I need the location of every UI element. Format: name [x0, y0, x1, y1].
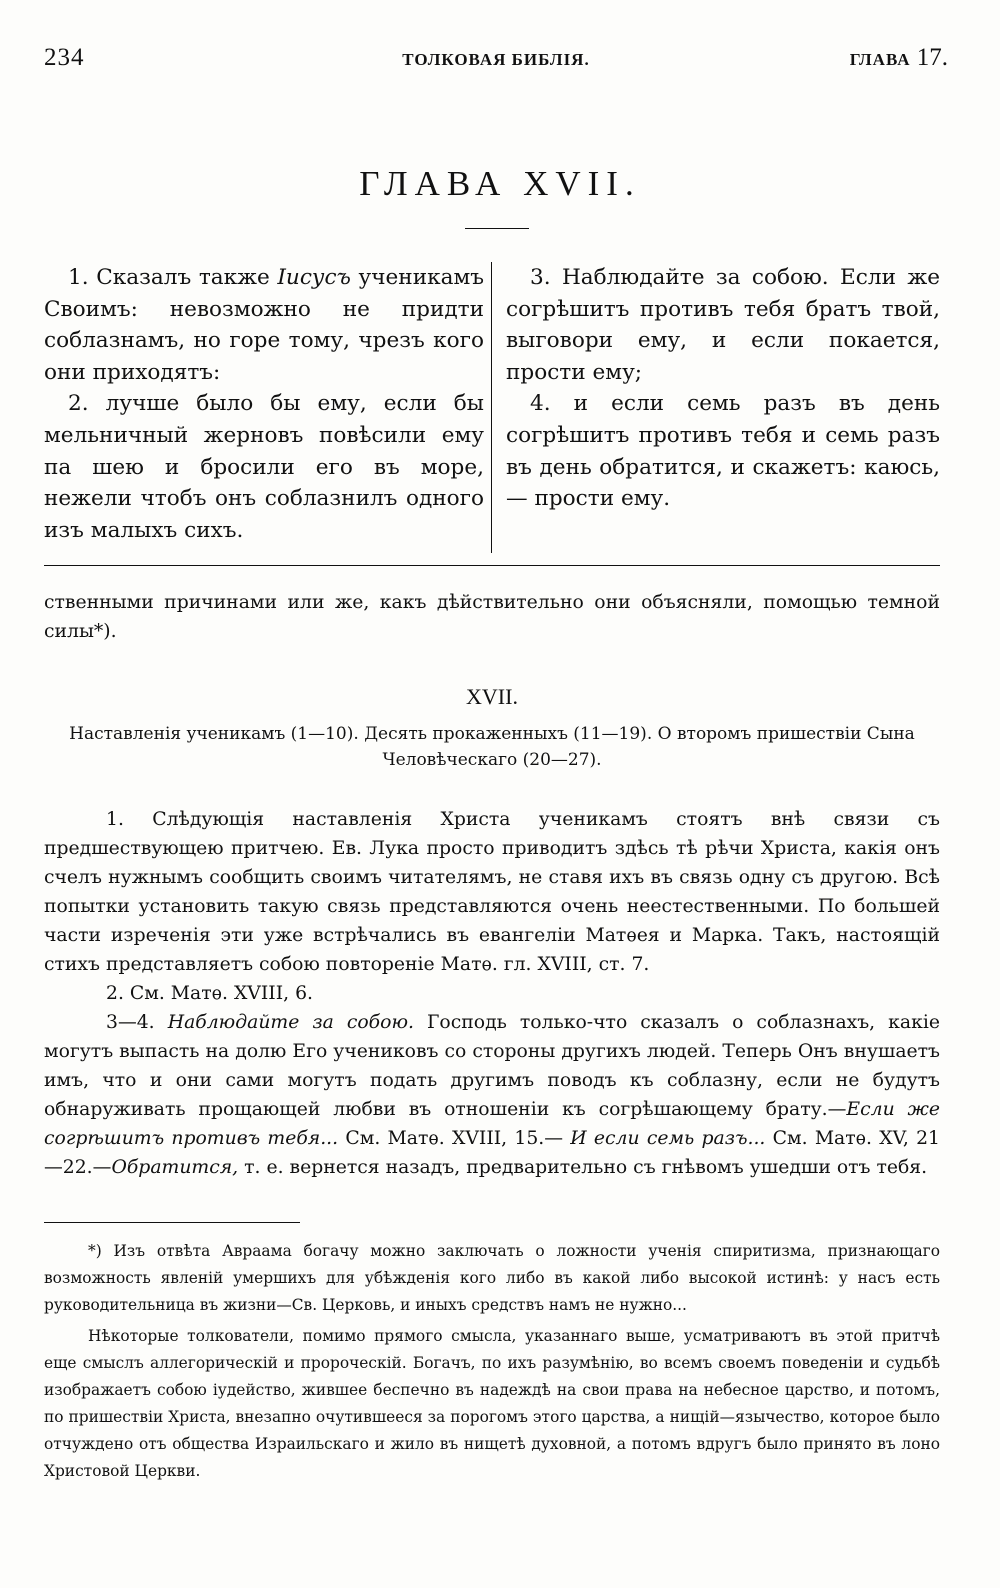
commentary-paragraph-3	[44, 1008, 940, 1182]
p3-text-4: т. е. вернется назадъ, предварительно съ гнѣвомъ ушедши отъ тебя.	[238, 1157, 928, 1178]
scripture-column-right	[506, 262, 940, 515]
section-number: XVII.	[466, 684, 518, 709]
verse-1	[44, 262, 484, 388]
verse-2: 2. лучше было бы ему, если бы мельничный жерновъ повѣсили ему па шею и бросили его въ море, нежели чтобъ онъ соблазнилъ одного изъ малыхъ сихъ.	[44, 391, 484, 543]
p3-text-1: Господь только-что сказалъ о соблазнахъ, какіе могутъ выпасть на долю Его учениковъ со стороны другихъ людей. Теперь Онъ внушаетъ имъ, что и они сами могутъ подать другимъ поводъ къ соблазну, если не будутъ обнаруживать прощающей любви въ отношеніи къ согрѣшающему брату.—	[44, 1012, 940, 1120]
verse-1-start: 1. Сказалъ также	[68, 265, 278, 290]
scripture-column-left	[44, 262, 484, 546]
p3-lemma-1: Наблюдайте за собою.	[167, 1012, 414, 1033]
section-summary: Наставленія ученикамъ (1—10). Десять прокаженныхъ (11—19). О второмъ пришествіи Сына Человѣческаго (20—27).	[69, 724, 915, 770]
verse-4: 4. и если семь разъ въ день согрѣшитъ противъ тебя и семь разъ въ день обратится, и скажетъ: каюсь, — прости ему.	[506, 391, 940, 512]
page-number: 234	[44, 44, 85, 71]
title-divider	[465, 228, 529, 229]
p3-ref: 3—4.	[106, 1012, 155, 1033]
verse-3: 3. Наблюдайте за собою. Если же согрѣшитъ противъ тебя братъ твой, выговори ему, и если покается, прости ему;	[506, 265, 940, 385]
scripture-columns	[44, 262, 940, 562]
verse-1-end: ученикамъ Своимъ: невозможно не придти соблазнамъ, но горе тому, чрезъ кого они приходятъ:	[44, 265, 484, 385]
chapter-number: 17.	[916, 44, 948, 71]
p3-text-3: См. Матѳ. XV, 21—22.—	[44, 1128, 940, 1178]
footnotes	[44, 1238, 940, 1489]
p3-lemma-3: И если семь разъ...	[570, 1128, 766, 1149]
commentary-paragraph-2: 2. См. Матѳ. XVIII, 6.	[106, 983, 313, 1004]
text-commentary-divider	[44, 565, 940, 566]
footnote-divider	[44, 1222, 300, 1223]
footnote-2: Нѣкоторые толкователи, помимо прямого смысла, указаннаго выше, усматриваютъ въ этой притчѣ еще смыслъ аллегорическій и пророческій. Богачъ, по ихъ разумѣнію, во всемъ своемъ поведеніи и судьбѣ изображаетъ собою іудейство, жившее беспечно въ надеждѣ на свои права на небесное царство, и потомъ, по пришествіи Христа, внезапно очутившееся за порогомъ этого царства, а нищій—язычество, которое было отчуждено отъ общества Израильскаго и жило въ нищетѣ духовной, а потомъ вдругъ было принято въ лоно Христовой Церкви.	[44, 1327, 940, 1480]
p3-text-2: См. Матѳ. XVIII, 15.—	[338, 1128, 571, 1149]
chapter-title: ГЛАВА XVII.	[359, 164, 641, 203]
column-separator	[491, 262, 492, 553]
footnote-1: *) Изъ отвѣта Авраама богачу можно заключать о ложности ученія спиритизма, признающаго возможность явленій умершихъ для убѣжденія кого либо въ какой либо высокой истинѣ: у насъ есть руководительница въ жизни—Св. Церковь, и иныхъ средствъ намъ не нужно...	[44, 1242, 940, 1314]
commentary-continuation: ственными причинами или же, какъ дѣйствительно они объясняли, помощью темной силы*).	[44, 592, 940, 642]
running-chapter	[850, 44, 948, 72]
p3-lemma-4: Обратится,	[111, 1157, 239, 1178]
running-head	[44, 44, 948, 78]
commentary	[44, 588, 940, 1182]
commentary-paragraph-1: 1. Слѣдующія наставленія Христа ученикамъ стоятъ внѣ связи съ предшествующею притчею. Ев. Лука просто приводитъ здѣсь тѣ рѣчи Христа, какія онъ счелъ нужнымъ сообщить своимъ читателямъ, не ставя ихъ въ связь одну съ другою. Всѣ попытки установить такую связь представляются очень неестественными. По большей части изреченія эти уже встрѣчались въ евангеліи Матѳея и Марка. Такъ, настоящій стихъ представляетъ собою повтореніе Матѳ. гл. XVIII, ст. 7.	[44, 809, 940, 975]
verse-1-name: Іисусъ	[277, 265, 351, 290]
chapter-label: ГЛАВА	[849, 50, 911, 69]
book-title: ТОЛКОВАЯ БИБЛІЯ.	[402, 50, 590, 69]
p3-lemma-2: Если же согрѣшитъ противъ тебя...	[44, 1099, 940, 1149]
